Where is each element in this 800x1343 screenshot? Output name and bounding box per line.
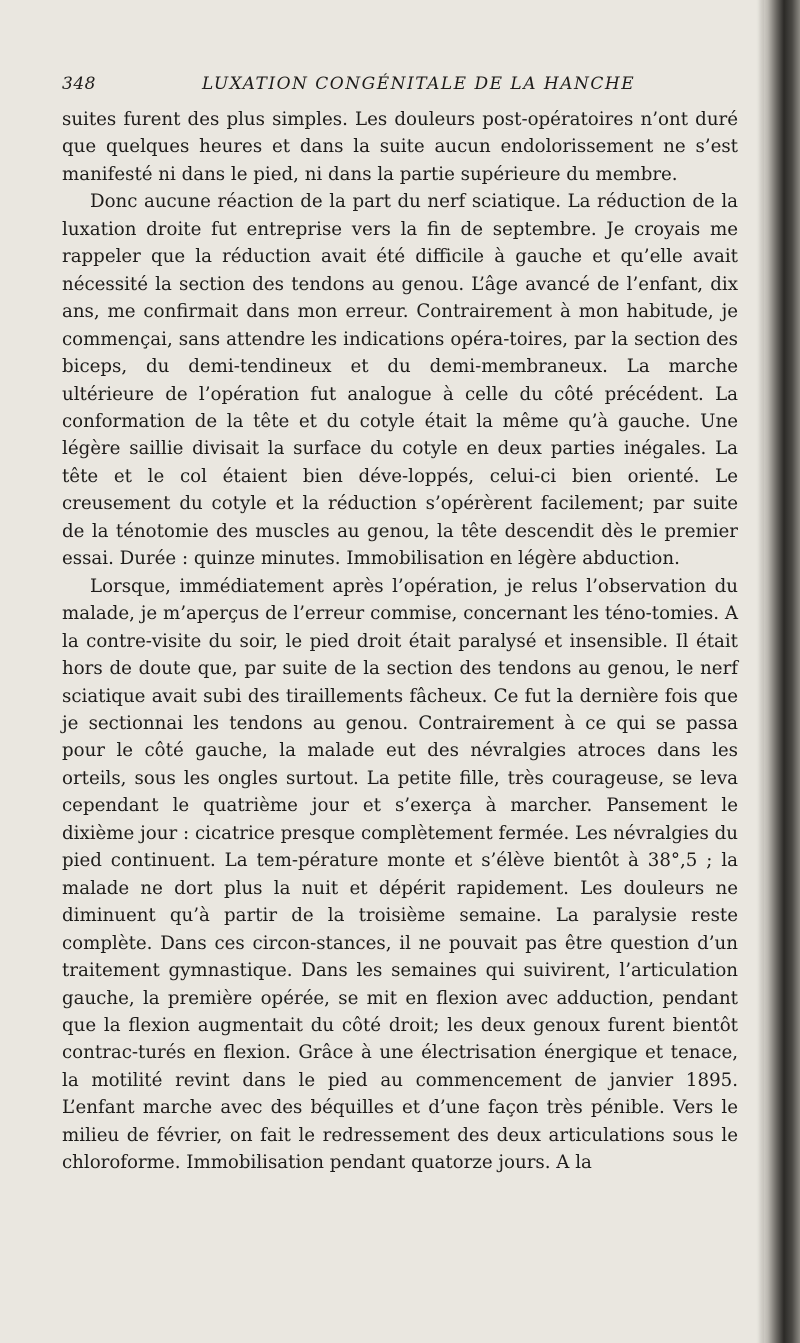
paragraph-continuation: suites furent des plus simples. Les douleurs post-opératoires n’ont duré que quelques heures et dans la suite aucun endolorissement ne s’est manifesté ni dans le pied, ni dans la partie supérieure du membre. bbox=[62, 109, 738, 185]
page-number: 348 bbox=[62, 74, 96, 94]
running-head bbox=[62, 74, 738, 102]
scan-binding-edge bbox=[758, 0, 800, 1343]
body-text bbox=[62, 106, 738, 1177]
paragraph-sciatic-reduction: Donc aucune réaction de la part du nerf sciatique. La réduction de la luxation droite fut entreprise vers la fin de septembre. Je croyais me rappeler que la réduction avait été difficile à gauche et qu’elle avait nécessité la section des tendons au genou. L’âge avancé de l’enfant, dix ans, me confirmait dans mon erreur. Contrairement à mon habitude, je commençai, sans attendre les indications opéra-toires, par la section des biceps, du demi-tendineux et du demi-membraneux. La marche ultérieure de l’opération fut analogue à celle du côté précédent. La conformation de la tête et du cotyle était la même qu’à gauche. Une légère saillie divisait la surface du cotyle en deux parties inégales. La tête et le col étaient bien déve-loppés, celui-ci bien orienté. Le creusement du cotyle et la réduction s’opérèrent facilement; par suite de la ténotomie des muscles au genou, la tête descendit dès le premier essai. Durée : quinze minutes. Immobilisation en légère abduction. bbox=[62, 191, 738, 570]
paragraph-observation: Lorsque, immédiatement après l’opération, je relus l’observation du malade, je m’aperçus de l’erreur commise, concernant les téno-tomies. A la contre-visite du soir, le pied droit était paralysé et insensible. Il était hors de doute que, par suite de la section des tendons au genou, le nerf sciatique avait subi des tiraillements fâcheux. Ce fut la dernière fois que je sectionnai les tendons au genou. Contrairement à ce qui se passa pour le côté gauche, la malade eut des névralgies atroces dans les orteils, sous les ongles surtout. La petite fille, très courageuse, se leva cependant le quatrième jour et s’exerça à marcher. Pansement le dixième jour : cicatrice presque complètement fermée. Les névralgies du pied continuent. La tem-pérature monte et s’élève bientôt à 38°,5 ; la malade ne dort plus la nuit et dépérit rapidement. Les douleurs ne diminuent qu’à partir de la troisième semaine. La paralysie reste complète. Dans ces circon-stances, il ne pouvait pas être question d’un traitement gymnastique. Dans les semaines qui suivirent, l’articulation gauche, la première opérée, se mit en flexion avec adduction, pendant que la flexion augmentait du côté droit; les deux genoux furent bientôt contrac-turés en flexion. Grâce à une électrisation énergique et tenace, la motilité revint dans le pied au commencement de janvier 1895. L’enfant marche avec des béquilles et d’une façon très pénible. Vers le milieu de février, on fait le redressement des deux articulations sous le chloroforme. Immobilisation pendant quatorze jours. A la bbox=[62, 575, 738, 1174]
running-title: LUXATION CONGÉNITALE DE LA HANCHE bbox=[202, 74, 636, 94]
